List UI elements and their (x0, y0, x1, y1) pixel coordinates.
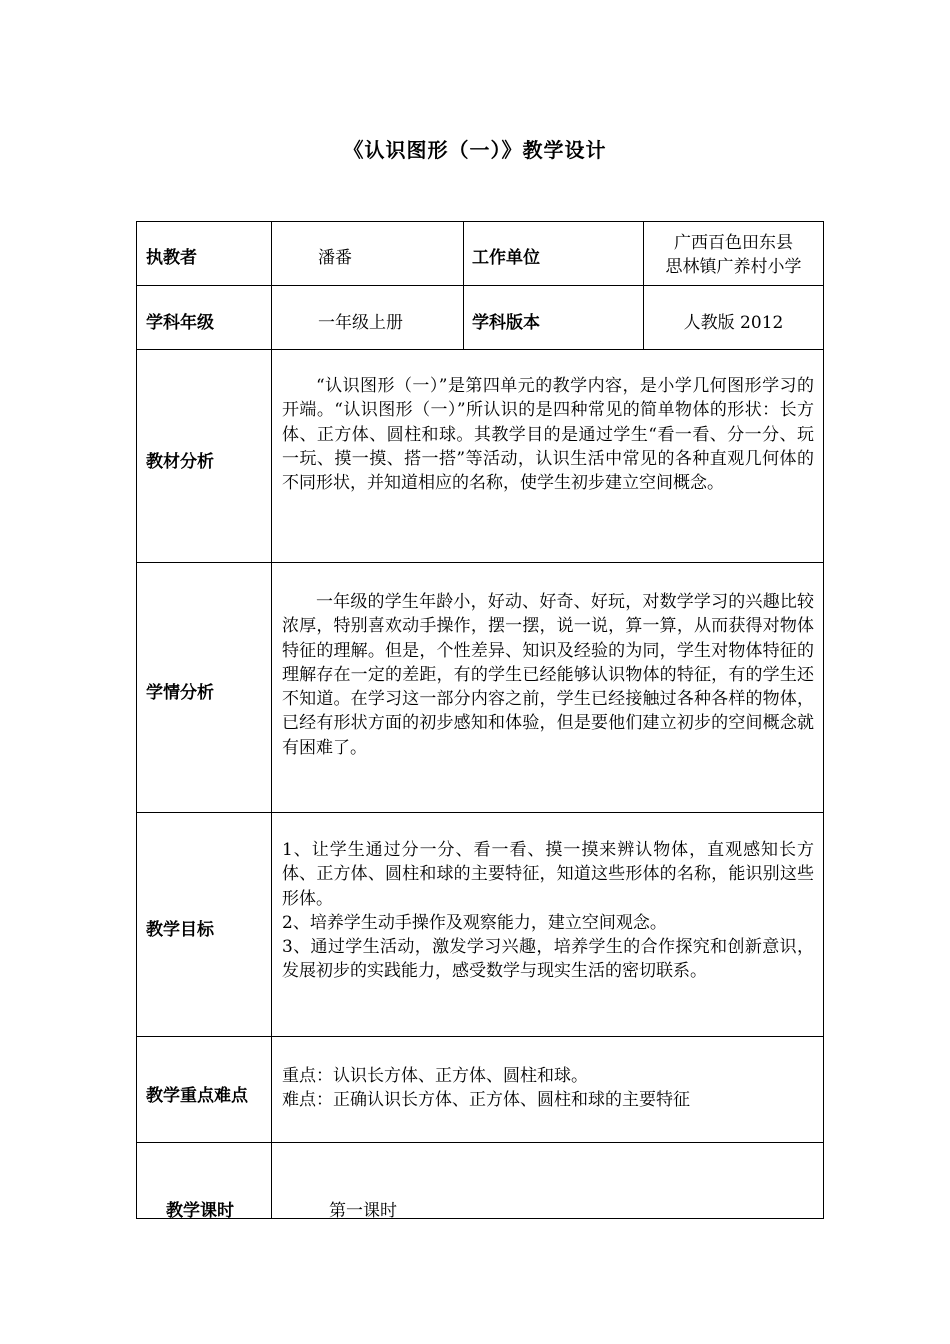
teacher-value: 潘番 (318, 248, 352, 268)
page-title: 《认识图形（一）》教学设计 (343, 138, 607, 162)
key-difficult-points-text (282, 1064, 814, 1113)
subject-grade-label: 学科年级 (146, 313, 214, 333)
textbook-analysis-label: 教材分析 (146, 452, 214, 472)
table-border (136, 1036, 824, 1037)
class-period-label: 教学课时 (166, 1201, 234, 1221)
table-border (823, 221, 824, 1219)
table-border (136, 349, 824, 350)
student-analysis-text (282, 590, 814, 760)
paragraph: “认识图形（一）”是第四单元的教学内容，是小学几何图形学习的开端。“认识图形（一）”所认识的是四种常见的简单物体的形状：长方体、正方体、圆柱和球。其教学目的是通过学生“看一看、分一分、玩一玩、摸一摸、搭一搭”等活动，认识生活中常见的各种直观几何体的不同形状，并知道相应的名称，使学生初步建立空间概念。 (282, 376, 814, 494)
table-border (136, 812, 824, 813)
lesson-plan-table (136, 221, 824, 1219)
key-difficult-points-label: 教学重点难点 (146, 1086, 248, 1106)
teacher-label: 执教者 (146, 248, 197, 268)
edition-label: 学科版本 (472, 313, 540, 333)
table-border (136, 562, 824, 563)
work-unit-value (644, 231, 823, 279)
work-unit-line: 广西百色田东县 (674, 233, 793, 253)
key-point: 重点：认识长方体、正方体、圆柱和球。 (282, 1066, 588, 1086)
work-unit-label: 工作单位 (472, 248, 540, 268)
class-period-value: 第一课时 (329, 1201, 397, 1221)
table-border (463, 221, 464, 350)
student-analysis-label: 学情分析 (146, 683, 214, 703)
table-border (136, 221, 824, 222)
work-unit-line: 思林镇广养村小学 (665, 257, 802, 277)
goal-item: 1、让学生通过分一分、看一看、摸一摸来辨认物体，直观感知长方体、正方体、圆柱和球的主要特征，知道这些形体的名称，能识别这些形体。 (282, 840, 814, 909)
textbook-analysis-text (282, 374, 814, 495)
teaching-goals-label: 教学目标 (146, 920, 214, 940)
goal-item: 2、培养学生动手操作及观察能力，建立空间观念。 (282, 912, 667, 933)
teaching-goals-text (282, 838, 814, 984)
edition-value: 人教版 2012 (683, 313, 784, 333)
goal-item: 3、通过学生活动，激发学习兴趣，培养学生的合作探究和创新意识，发展初步的实践能力，感受数学与现实生活的密切联系。 (282, 937, 814, 982)
table-border (271, 221, 272, 1219)
table-border (136, 1142, 824, 1143)
table-border (136, 1218, 824, 1219)
table-border (136, 285, 824, 286)
subject-grade-value: 一年级上册 (318, 313, 403, 333)
table-border (136, 221, 137, 1219)
difficult-point: 难点：正确认识长方体、正方体、圆柱和球的主要特征 (282, 1090, 690, 1111)
paragraph: 一年级的学生年龄小，好动、好奇、好玩，对数学学习的兴趣比较浓厚，特别喜欢动手操作，摆一摆，说一说，算一算，从而获得对物体特征的理解。但是，个性差异、知识及经验的为同，学生对物体特征的理解存在一定的差距，有的学生已经能够认识物体的特征，有的学生还不知道。在学习这一部分内容之前，学生已经接触过各种各样的物体，已经有形状方面的初步感知和体验，但是要他们建立初步的空间概念就有困难了。 (282, 592, 814, 758)
